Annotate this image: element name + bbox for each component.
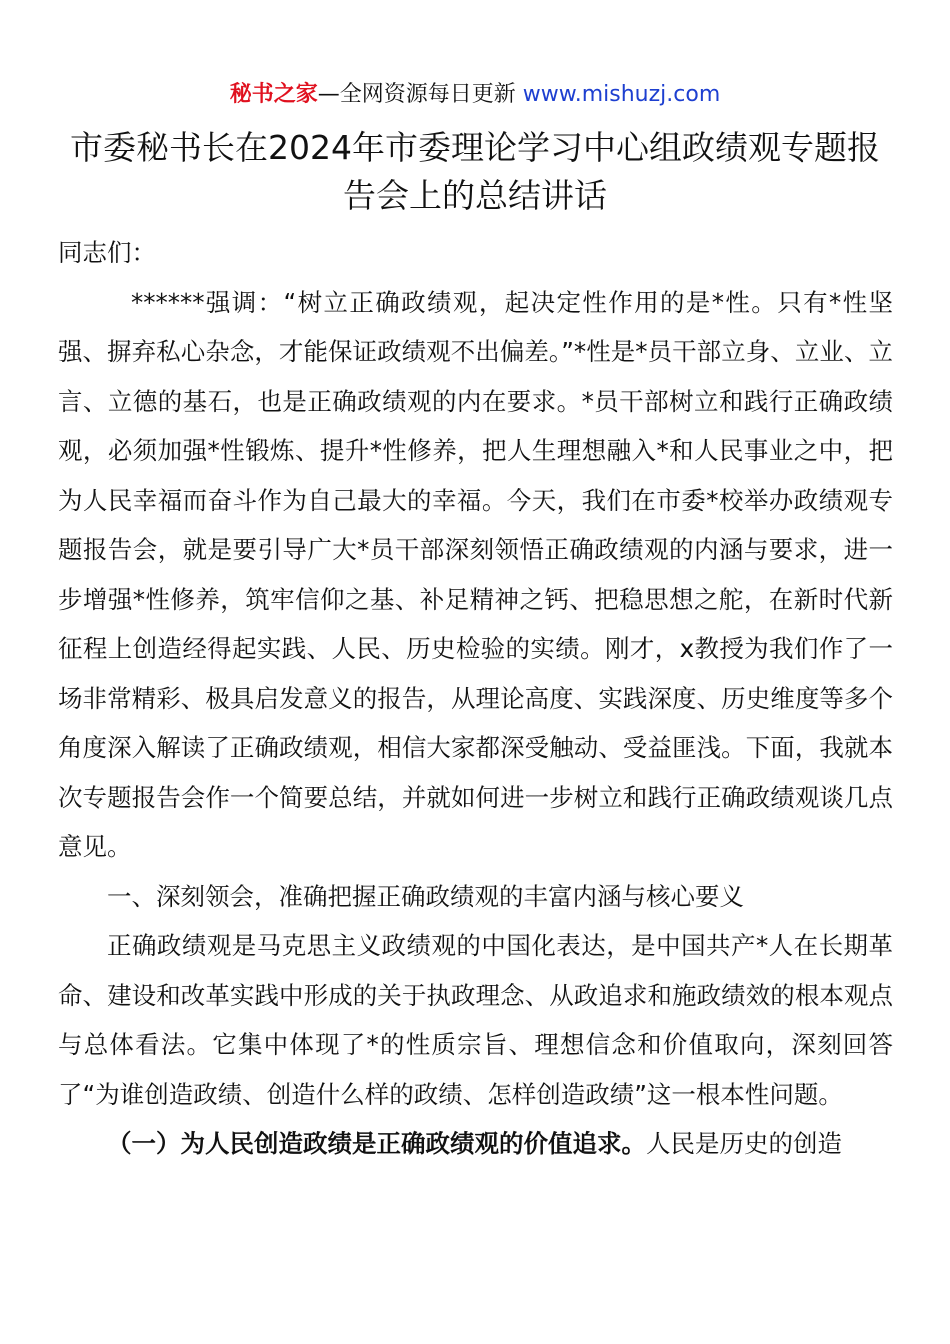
paragraph-section-1: 正确政绩观是马克思主义政绩观的中国化表达，是中国共产*人在长期革命、建设和改革实践中形成的关于执政理念、从政追求和施政绩效的根本观点与总体看法。它集中体现了*的性质宗旨、理想信念和价值取向，深刻回答了“为谁创造政绩、创造什么样的政绩、怎样创造政绩”这一根本性问题。	[58, 931, 893, 1109]
salutation: 同志们：	[58, 238, 156, 267]
subsection-heading-1: （一）为人民创造政绩是正确政绩观的价值追求。	[107, 1129, 646, 1158]
section-heading-1: 一、深刻领会，准确把握正确政绩观的丰富内涵与核心要义	[107, 881, 744, 911]
site-tagline: —全网资源每日更新	[317, 82, 523, 107]
site-brand: 秘书之家	[229, 82, 318, 107]
site-url-link[interactable]: www.mishuzj.com	[522, 82, 721, 107]
document-body	[58, 228, 893, 1169]
site-header	[0, 78, 950, 112]
paragraph-intro: ******强调：“树立正确政绩观，起决定性作用的是*性。只有*性坚强、摒弃私心杂念，才能保证政绩观不出偏差。”*性是*员干部立身、立业、立言、立德的基石，也是正确政绩观的内在要求。*员干部树立和践行正确政绩观，必须加强*性锻炼、提升*性修养，把人生理想融入*和人民事业之中，把为人民幸福而奋斗作为自己最大的幸福。今天，我们在市委*校举办政绩观专题报告会，就是要引导广大*员干部深刻领悟正确政绩观的内涵与要求，进一步增强*性修养，筑牢信仰之基、补足精神之钙、把稳思想之舵，在新时代新征程上创造经得起实践、人民、历史检验的实绩。刚才，x教授为我们作了一场非常精彩、极具启发意义的报告，从理论高度、实践深度、历史维度等多个角度深入解读了正确政绩观，相信大家都深受触动、受益匪浅。下面，我就本次专题报告会作一个简要总结，并就如何进一步树立和践行正确政绩观谈几点意见。	[58, 287, 893, 861]
subsection-text-1: 人民是历史的创造	[646, 1129, 842, 1158]
document-title: 市委秘书长在2024年市委理论学习中心组政绩观专题报告会上的总结讲话	[70, 128, 880, 215]
subsection-1	[58, 1119, 893, 1169]
